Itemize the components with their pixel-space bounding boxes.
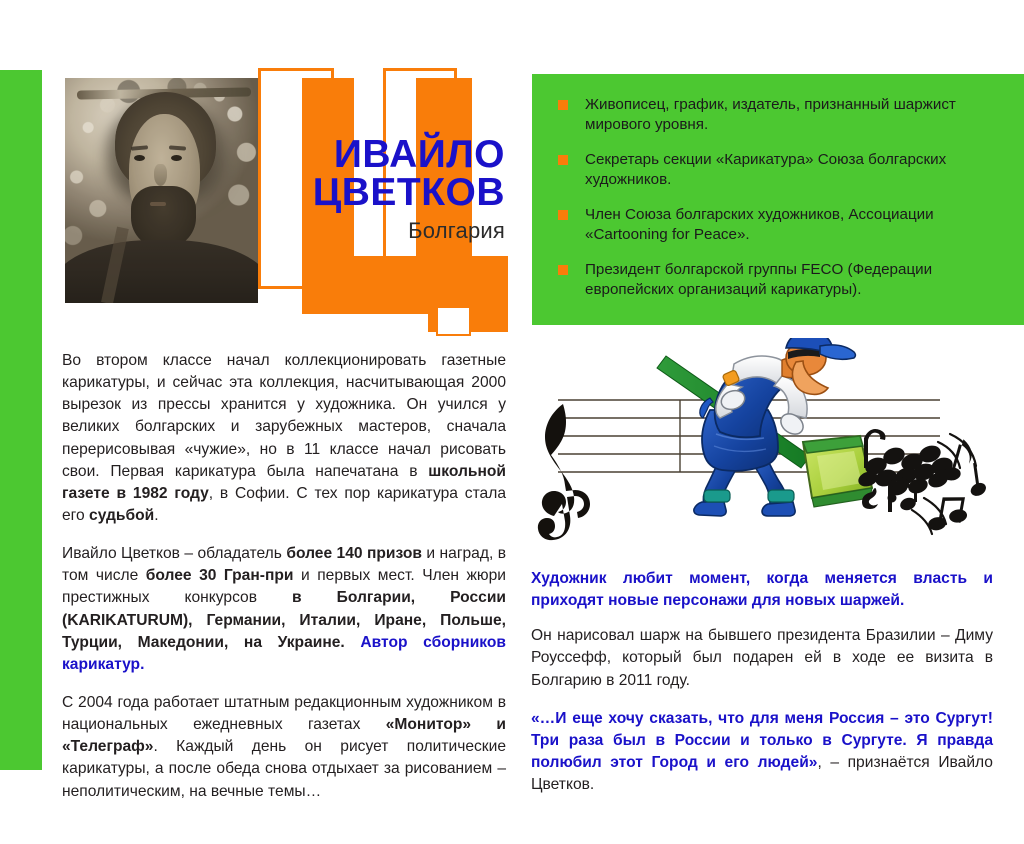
square-bullet-icon (558, 265, 568, 275)
text-run: и первых мест. Член жюри престижных конкурсов (62, 567, 506, 607)
square-bullet-icon (558, 100, 568, 110)
pull-quote-lead: Художник любит момент, когда меняется власть и приходят новые персонажи для новых шаржей. (531, 570, 993, 610)
list-item (558, 150, 998, 190)
biography-right-column (531, 568, 993, 796)
text-run-bold: судьбой (89, 506, 155, 524)
facts-list (532, 74, 1024, 301)
fact-text: Секретарь секции «Карикатура» Союза болгарских художников. (585, 151, 947, 189)
facts-panel (532, 74, 1024, 325)
text-run: и наград, в том числе (62, 545, 506, 585)
artist-portrait-photo (65, 78, 258, 303)
artist-country: Болгария (408, 217, 505, 243)
artist-last-name: ЦВЕТКОВ (312, 170, 505, 214)
text-run: Во втором классе начал коллекционировать газетные карикатуры, и сейчас эта коллекция, насчитывающая 2000 вырезок из прессы хранится у художника. Он учился у великих болгарских и зарубежных мастеров, сначала перерисовывая «чужие», но в 11 классе начал рисовать свои. Первая карикатура была напечатана в (62, 352, 506, 480)
paragraph-early-years (62, 350, 506, 527)
text-run: Ивайло Цветков – обладатель (62, 545, 287, 563)
text-run-highlight: Автор сборников карикатур. (62, 633, 506, 673)
square-bullet-icon (558, 210, 568, 220)
text-run-bold: школьной газете в 1982 году (62, 462, 506, 502)
text-run: , – признаётся Ивайло Цветков. (531, 753, 993, 794)
text-run-bold: более 30 Гран-при (145, 567, 294, 585)
text-run: . Каждый день он рисует политические карикатуры, а после обеда снова отдыхает за рисованием – неполитическим, на вечные темы… (62, 738, 506, 800)
portrait-sepia-tone (65, 78, 258, 303)
text-run-bold: «Монитор» и «Телеграф» (62, 716, 506, 756)
artist-first-name: ИВАЙЛО (333, 133, 505, 176)
dustpan (803, 436, 872, 507)
paragraph-brazil: Он нарисовал шарж на бывшего президента Бразилии – Диму Роуссефф, который был подарен ей в ходе ее визита в Болгарию в 2011 году. (531, 627, 993, 689)
fact-text: Президент болгарской группы FECO (Федерации европейских организаций карикатуры). (585, 261, 933, 299)
biography-left-column (62, 350, 506, 803)
paragraph-surgut-quote (531, 708, 993, 797)
treble-clef-icon (538, 354, 590, 540)
artist-name-block (265, 133, 505, 244)
list-item (558, 260, 998, 300)
text-run: С 2004 года работает штатным редакционным художником в национальных ежедневных газетах (62, 693, 506, 734)
text-run: , в Софии. С тех пор карикатура стала его (62, 484, 506, 524)
monogram-descender-notch (438, 308, 469, 334)
cartoon-illustration (520, 338, 1005, 563)
list-item (558, 95, 998, 135)
square-bullet-icon (558, 155, 568, 165)
text-run-quote: «…И еще хочу сказать, что для меня Россия – это Сургут! Три раза был в России и только в Сургуте. Я правда полюбил этот Город и его людей» (531, 709, 993, 771)
paragraph-newspapers (62, 692, 506, 803)
fact-text: Член Союза болгарских художников, Ассоциации «Cartooning for Peace». (585, 206, 934, 244)
list-item (558, 205, 998, 245)
text-run: . (154, 506, 159, 524)
fact-text: Живописец, график, издатель, признанный шаржист мирового уровня. (585, 96, 956, 134)
text-run-bold: в Болгарии, России (KARIKATURUM), Германии, Италии, Иране, Польше, Турции, Македонии, на Украине. (62, 589, 506, 651)
text-run (345, 634, 361, 651)
left-accent-bar (0, 70, 42, 770)
text-run-bold: более 140 призов (286, 545, 422, 563)
paragraph-awards (62, 543, 506, 676)
